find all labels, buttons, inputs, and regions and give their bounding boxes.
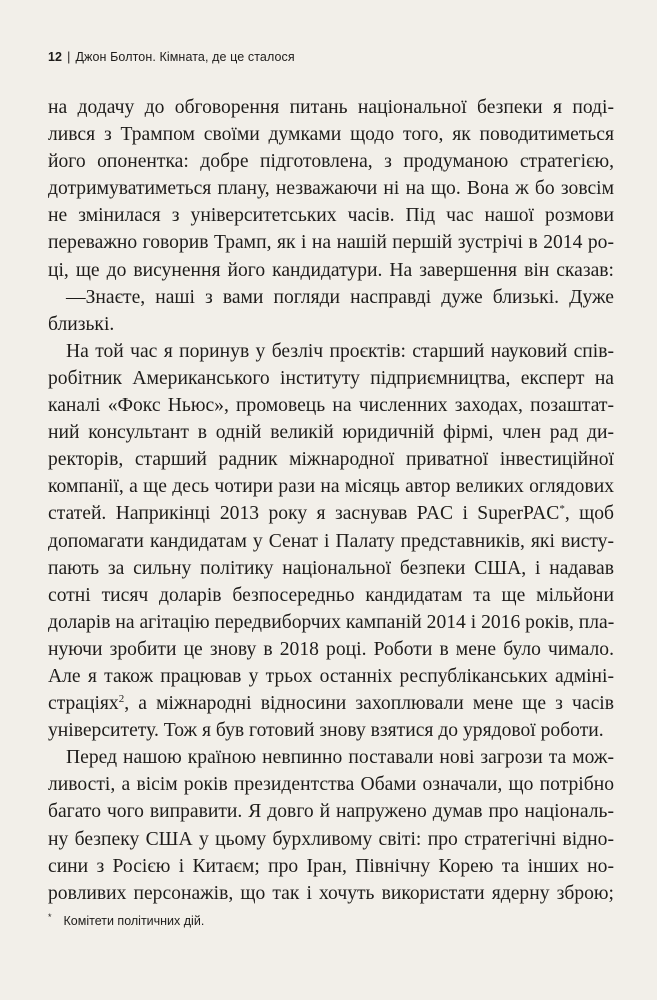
paragraph [48, 338, 614, 744]
text-line: сини з Росією і Китаєм; про Іран, Північну Корею та інших но- [48, 855, 614, 877]
text-fragment: статей. Наприкінці 2013 року я заснував PAC і SuperPAC [48, 503, 560, 525]
text-line: ливості, а вісім років президентства Обами означали, що потрібно [48, 774, 614, 796]
page-number: 12 [48, 50, 63, 64]
header-separator: | [67, 50, 71, 64]
text-line: —Знаєте, наші з вами погляди насправді дуже близькі. Дуже [66, 286, 614, 308]
text-line [48, 690, 614, 717]
text-line: Перед нашою країною невпинно поставали нові загрози та мож- [66, 747, 614, 769]
text-line: робітник Американського інституту підприємництва, експерт на [48, 367, 614, 389]
paragraph [48, 284, 614, 338]
paragraph [48, 94, 614, 284]
text-line: ровливих персонажів, що так і хочуть використати ядерну зброю; [48, 882, 614, 904]
text-line: ну безпеку США у цьому бурхливому світі: про стратегічні відно- [48, 828, 614, 850]
text-line: лився з Трампом своїми думками щодо того, як поводитиметься [48, 124, 614, 146]
body-text [48, 94, 614, 907]
text-line: допомагати кандидатам у Сенат і Палату представників, які висту- [48, 530, 614, 552]
paragraph [48, 744, 614, 907]
text-line: пають за сильну політику національної безпеки США, і надавав [48, 557, 614, 579]
text-line: багато чого виправити. Я довго й напружено думав про національ- [48, 801, 614, 823]
text-fragment: , а міжнародні відносини захоплювали мене ще з часів [124, 693, 614, 715]
text-line: на додачу до обговорення питань національної безпеки я поді- [48, 97, 614, 118]
text-line [48, 500, 614, 527]
footnote-text: Комітети політичних дій. [63, 914, 205, 928]
text-line: ний консультант в одній великій юридичній фірмі, член рад ди- [48, 422, 614, 444]
text-line: На той час я поринув у безліч проєктів: старший науковий спів- [66, 340, 614, 362]
footnote [48, 912, 204, 928]
text-line: не змінилася з університетських часів. Під час нашої розмови [48, 205, 614, 227]
text-line: каналі «Фокс Ньюс», промовець на численних заходах, позаштат- [48, 395, 614, 417]
text-line: ці, ще до висунення його кандидатури. На завершення він сказав: [48, 259, 614, 281]
text-line: нуючи зробити це знову в 2018 році. Роботи в мене було чимало. [48, 638, 614, 660]
endnote-reference: 2 [118, 693, 125, 706]
running-title: Джон Болтон. Кімната, де це сталося [75, 50, 295, 64]
text-line: університету. Тож я був готовий знову взятися до урядової роботи. [48, 720, 604, 742]
text-line: його опонентка: добре підготовлена, з продуманою стратегією, [48, 151, 614, 173]
text-line: компанії, а ще десь чотири рази на місяць автор великих оглядових [48, 476, 614, 498]
footnote-marker: * [48, 912, 52, 922]
text-line: доларів на агітацію передвиборчих кампаній 2014 і 2016 років, пла- [48, 611, 615, 633]
text-line: дотримуватиметься плану, незважаючи ні на що. Вона ж бо зовсім [48, 178, 614, 200]
running-head [48, 50, 295, 64]
text-line: Але я також працював у трьох останніх республіканських адміні- [48, 665, 614, 687]
footnote-reference: * [559, 503, 565, 516]
text-fragment: страціях [48, 693, 119, 715]
text-line: ректорів, старший радник міжнародної приватної інвестиційної [48, 449, 614, 471]
text-fragment: , щоб [564, 503, 615, 525]
text-line: близькі. [48, 313, 115, 335]
text-line: переважно говорив Трамп, як і на нашій першій зустрічі в 2014 ро- [48, 232, 614, 254]
text-line: сотні тисяч доларів безпосередньо кандидатам та ще мільйони [48, 584, 614, 606]
